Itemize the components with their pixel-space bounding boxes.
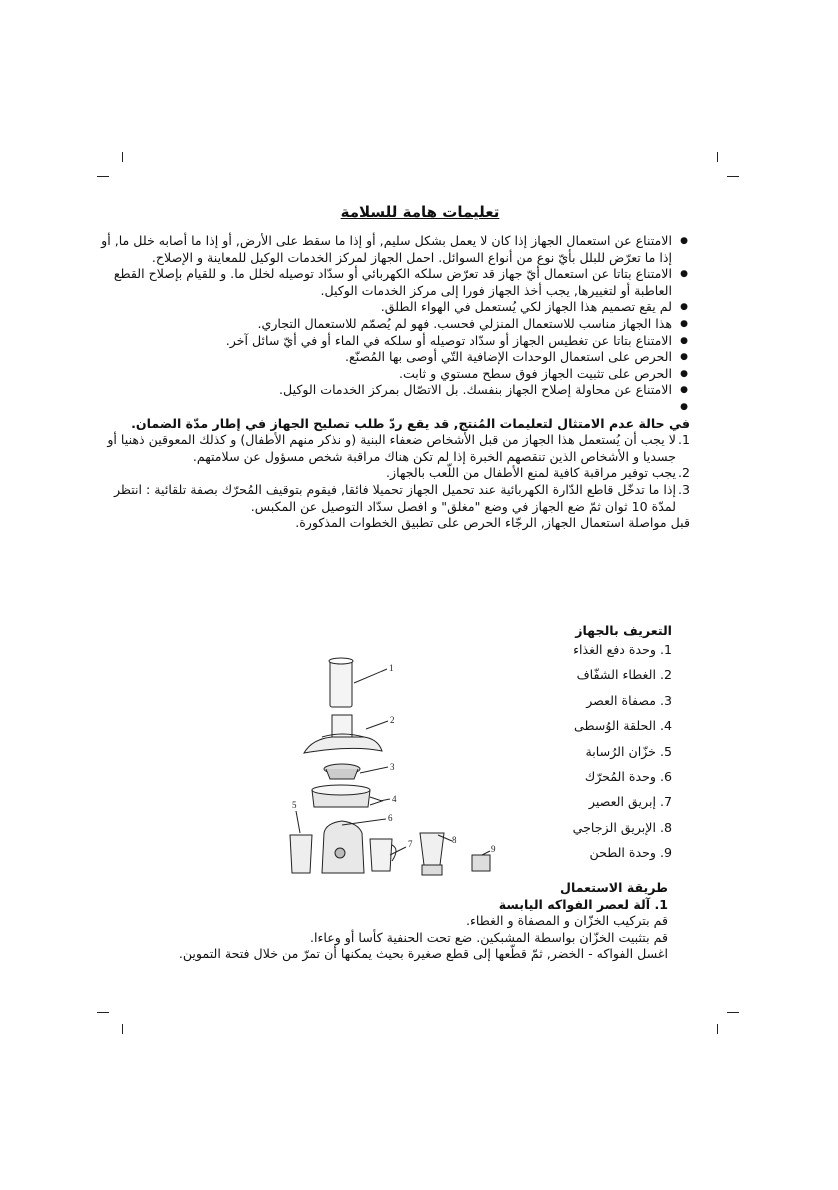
- crop-mark: [717, 1024, 718, 1034]
- list-item: [100, 481, 690, 515]
- list-item: ● الحرص على استعمال الوحدات الإضافية التّي أوصى بها المُصنّع.: [100, 349, 672, 366]
- crop-mark: [97, 1012, 109, 1013]
- crop-mark: [97, 176, 109, 177]
- usage-line: قم بتركيب الخزّان و المصفاة و الغطاء.: [465, 913, 668, 929]
- juice-jug-drawing: [370, 839, 406, 871]
- grinder-drawing: [472, 851, 490, 871]
- list-item: [100, 465, 690, 482]
- crop-mark: [122, 152, 123, 162]
- usage-line: اغسل الفواكه - الخضر, ثمّ قطّعها إلى قطع صغيرة بحيث يمكنها أن تمرّ من خلال فتحة التموين.: [178, 946, 668, 962]
- continue-note: قبل مواصلة استعمال الجهاز, الرجّاء الحرص على تطبيق الخطوات المذكورة.: [295, 515, 690, 531]
- list-item: ● الامتناع بتاتا عن استعمال أيّ جهاز قد تعرّض سلكه الكهربائي أو سدّاد توصيله لخلل ما. و للقيام بإصلاح القطع العاطبة أو لتغييرها, يجب أخذ الجهاز فورا إلى مركز الخدمات الوكيل.: [100, 266, 672, 299]
- usage-section: [100, 880, 668, 963]
- list-item: ● الامتناع عن محاولة إصلاح الجهاز بنفسك. بل الاتصّال بمركز الخدمات الوكيل.: [100, 382, 672, 399]
- transparent-cover-drawing: [304, 715, 388, 753]
- list-item: 7. إبريق العصير: [588, 794, 672, 810]
- item-text: إذا ما تدخّل قاطع الدّارة الكهربائية عند تحميل الجهاز تحميلا فائقا, فيقوم بتوقيف المُحرّك بصفة تلقائية : انتظر لمدّة 10 ثوان ثمّ ضع الجهاز في وضع "مغلق" و افصل سدّاد التوصيل عن المكبس.: [113, 481, 676, 514]
- item-number: 3.: [677, 481, 690, 497]
- list-item: ● الامتناع بتاتا عن تغطيس الجهاز أو سدّاد توصيله أو سلكه في الماء أو في أيّ سائل آخر.: [100, 333, 672, 350]
- usage-line: قم بتثبيت الخزّان بواسطة المشبكين. ضع تحت الحنفية كأسا أو وعاءا.: [309, 929, 668, 945]
- item-number: 1.: [677, 432, 690, 448]
- item-text: يجب توفير مراقبة كافية لمنع الأطفال من اللّعب بالجهاز.: [386, 465, 676, 481]
- list-item: 1. وحدة دفع الغذاء: [573, 642, 672, 657]
- warning-list: [100, 432, 690, 515]
- safety-section: [100, 233, 690, 532]
- warranty-heading: في حالة عدم الامتثال لتعليمات المُنتج, قد يقع ردّ طلب تصليح الجهاز في إطار مدّة الضمان.: [131, 415, 690, 431]
- list-item: 3. مصفاة العصر: [586, 692, 672, 708]
- list-item: 6. وحدة المُحرّك: [584, 768, 672, 784]
- diagram-number: 3: [390, 762, 395, 772]
- list-item: ● الامتناع عن استعمال الجهاز إذا كان لا يعمل بشكل سليم, أو إذا ما سقط على الأرض, أو إذا ما أصابه خلل ما, أو إذا ما تعرّض للبلل بأيّ نوع من أنواع السوائل. احمل الجهاز لمركز الخدمات الوكيل للمعاينة و الإصلاح.: [100, 233, 672, 266]
- usage-heading: طريقة الاستعمال: [560, 880, 668, 895]
- diagram-number: 1: [389, 663, 394, 673]
- crop-mark: [122, 1024, 123, 1034]
- item-text: لا يجب أن يُستعمل هذا الجهاز من قبل الأشخاص ضعفاء البنية (و نذكر منهم الأطفال) و كذلك المعوقين ذهنيا أو جسديا و الأشخاص الذين تنقصهم الخبرة إذا لم تكن هناك مراقبة شخص مسؤول عن سلامتهم.: [107, 432, 676, 464]
- crop-mark: [727, 1012, 739, 1013]
- glass-jug-drawing: [420, 833, 452, 875]
- page-title: تعليمات هامة للسلامة: [340, 203, 500, 221]
- diagram-number: 8: [452, 835, 457, 845]
- diagram-number: 6: [388, 813, 393, 823]
- list-item: 8. الإبريق الزجاجي: [572, 819, 672, 835]
- middle-ring-drawing: [312, 785, 390, 807]
- pulp-container-drawing: [290, 811, 312, 873]
- item-number: 2.: [677, 465, 690, 481]
- diagram-number: 4: [392, 794, 397, 804]
- diagram-number: 9: [491, 844, 496, 854]
- crop-mark: [727, 176, 739, 177]
- list-item: 9. وحدة الطحن: [589, 845, 672, 861]
- diagram-number: 7: [408, 839, 413, 849]
- diagram-number: 2: [390, 715, 395, 725]
- list-item: 4. الحلقة الوُسطى: [573, 718, 672, 734]
- safety-bullets: [100, 233, 690, 416]
- list-item: ● الحرص على تثبيت الجهاز فوق سطح مستوي و ثابت.: [100, 366, 672, 383]
- list-item: 5. خزّان الرُسابة: [585, 743, 672, 759]
- list-item: ● لم يقع تصميم هذا الجهاز لكي يُستعمل في الهواء الطلق.: [100, 299, 672, 316]
- list-item: [100, 399, 672, 416]
- filter-drawing: [324, 764, 388, 779]
- usage-subheading: 1. آلة لعصر الفواكه اليابسة: [498, 896, 668, 912]
- list-item: 2. الغطاء الشفّاف: [576, 667, 672, 683]
- list-item: ● هذا الجهاز مناسب للاستعمال المنزلي فحسب. فهو لم يُصمّم للاستعمال التجاري.: [100, 316, 672, 333]
- crop-mark: [717, 152, 718, 162]
- diagram-number: 5: [292, 800, 297, 810]
- parts-heading: التعريف بالجهاز: [575, 623, 672, 638]
- parts-list: [560, 642, 672, 871]
- parts-section: [560, 623, 672, 871]
- list-item: [100, 432, 690, 465]
- food-pusher-drawing: [329, 658, 387, 707]
- appliance-diagram: [282, 655, 512, 880]
